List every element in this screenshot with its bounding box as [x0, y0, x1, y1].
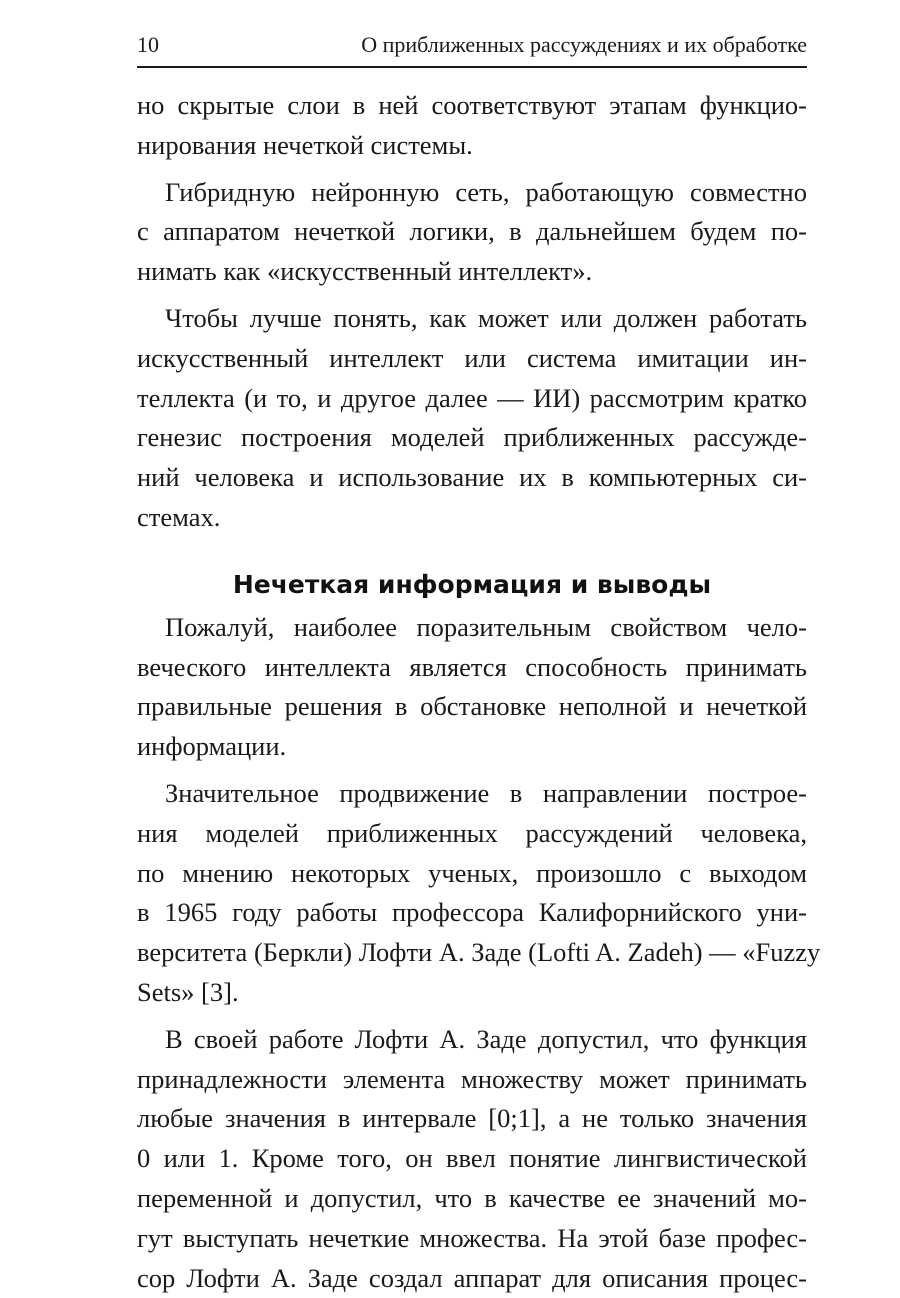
text-line: Sets» [3]. — [137, 976, 239, 1007]
text-line: веческого интеллекта является способность принимать — [137, 651, 807, 682]
paragraph — [137, 173, 807, 292]
text-line: стемах. — [137, 501, 221, 532]
text-line: 0 или 1. Кроме того, он ввел понятие лингвистической — [137, 1143, 807, 1174]
text-line: сор Лофти А. Заде создал аппарат для описания процес- — [137, 1262, 807, 1293]
book-page — [137, 30, 821, 1298]
text-line: нимать как «искусственный интеллект». — [137, 256, 593, 287]
text-line: но скрытые слои в ней соответствуют этапам функцио- — [137, 90, 807, 120]
paragraph — [137, 86, 807, 166]
paragraph — [137, 774, 821, 1013]
page-number: 10 — [137, 32, 159, 57]
running-header — [137, 30, 807, 68]
text-line: ний человека и использование их в компьютерных си- — [137, 462, 807, 493]
text-line: Значительное продвижение в направлении построе- — [165, 777, 807, 808]
text-line: информации. — [137, 731, 287, 762]
text-line: верситета (Беркли) Лофти А. Заде (Lofti A. Zadeh) — «Fuzzy — [137, 937, 821, 968]
text-line: Чтобы лучше понять, как может или должен работать — [165, 302, 807, 333]
text-line: В своей работе Лофти А. Заде допустил, что функция — [165, 1023, 807, 1054]
paragraph — [137, 608, 807, 767]
text-line: Пожалуй, наиболее поразительным свойством чело- — [165, 611, 807, 642]
text-line: теллекта (и то, и другое далее — ИИ) рассмотрим кратко — [137, 382, 807, 413]
section-heading: Нечеткая информация и выводы — [232, 569, 712, 599]
page-body — [137, 86, 821, 1298]
paragraph — [137, 1020, 807, 1298]
text-line: Гибридную нейронную сеть, работающую совместно — [165, 176, 807, 207]
text-line: нирования нечеткой системы. — [137, 129, 473, 160]
text-line: искусственный интеллект или система имитации ин- — [137, 342, 807, 373]
text-line: переменной и допустил, что в качестве ее значений мо- — [137, 1182, 807, 1213]
text-line: с аппаратом нечеткой логики, в дальнейшем будем по- — [137, 216, 807, 247]
text-line: правильные решения в обстановке неполной и нечеткой — [137, 691, 807, 722]
running-title: О приближенных рассуждениях и их обработке — [361, 32, 807, 57]
text-line: ния моделей приближенных рассуждений человека, — [137, 817, 807, 848]
text-line: генезис построения моделей приближенных рассужде- — [137, 422, 807, 453]
text-line: принадлежности элемента множеству может принимать — [137, 1063, 807, 1094]
text-line: в 1965 году работы профессора Калифорнийского уни- — [137, 897, 807, 928]
text-line: по мнению некоторых ученых, произошло с выходом — [137, 857, 807, 888]
text-line: гут выступать нечеткие множества. На этой базе профес- — [137, 1222, 807, 1253]
paragraph — [137, 299, 807, 538]
text-line: любые значения в интервале [0;1], а не только значения — [137, 1103, 807, 1134]
